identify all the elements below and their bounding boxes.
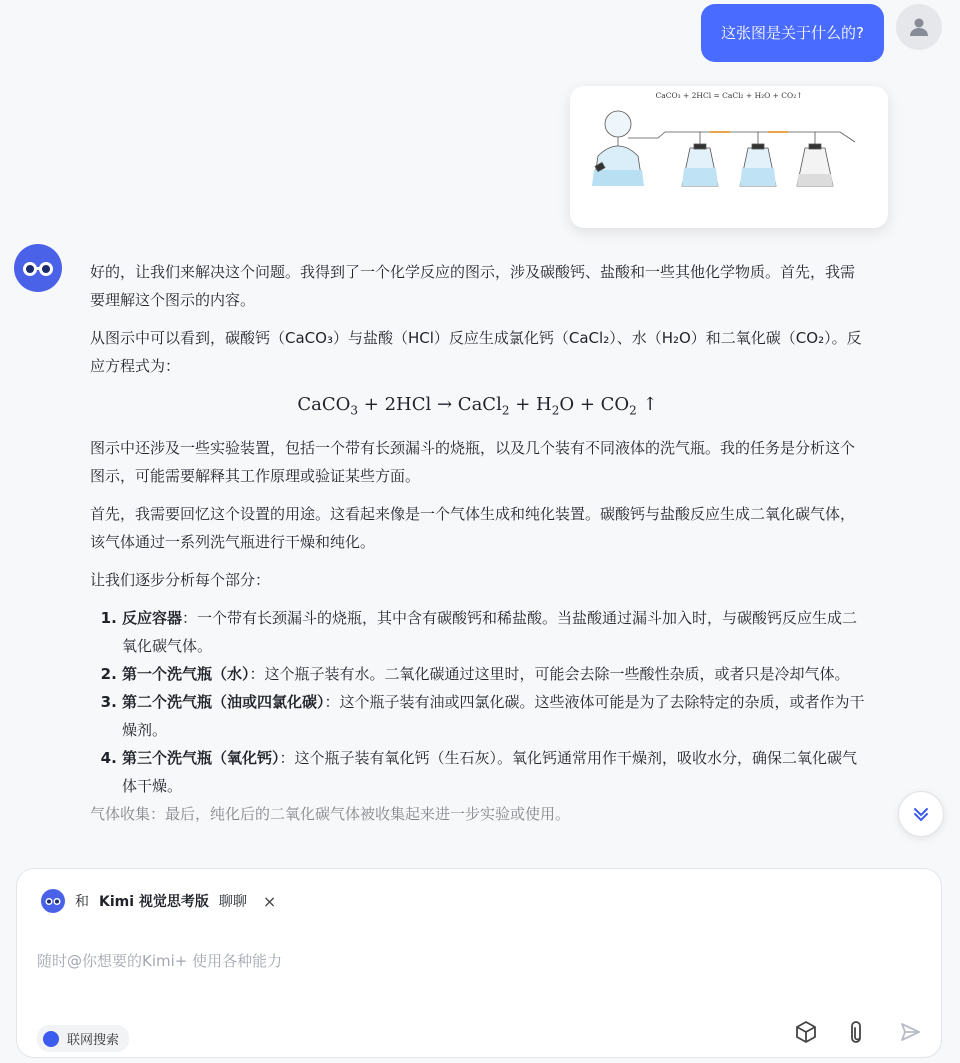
user-avatar[interactable] <box>896 4 942 50</box>
kimi-avatar <box>14 244 62 292</box>
answer-paragraph: 首先，我需要回忆这个设置的用途。这看起来像是一个气体生成和纯化装置。碳酸钙与盐酸反应生成二氧化碳气体，该气体通过一系列洗气瓶进行干燥和纯化。 <box>90 505 856 551</box>
steps-list <box>90 604 865 800</box>
toggle-switch[interactable] <box>43 1031 59 1047</box>
mode-name: Kimi 视觉思考版 <box>99 894 209 910</box>
kimi-logo-icon <box>41 889 65 913</box>
truncated-line: 气体收集：最后，纯化后的二氧化碳气体被收集起来进一步实验或使用。 <box>90 805 571 823</box>
mode-prefix: 和 <box>75 894 89 910</box>
message-composer <box>16 868 942 1058</box>
cube-icon <box>794 1020 818 1044</box>
scroll-down-button[interactable] <box>898 791 944 837</box>
attach-button[interactable] <box>841 1017 871 1047</box>
reaction-equation: CaCO$_3$ + 2HCl → CaCl$_2$ + $H_2O + CO_2$ ↑ <box>297 394 658 418</box>
list-item: 3. 第二个洗气瓶（油或四氯化碳）：这个瓶子装有油或四氯化碳。这些液体可能是为了去除特定的杂质，或者作为干燥剂。 <box>122 688 865 744</box>
cube-button[interactable] <box>791 1017 821 1047</box>
user-icon <box>908 16 930 38</box>
answer-paragraph: 好的，让我们来解决这个问题。我得到了一个化学反应的图示，涉及碳酸钙、盐酸和一些其他化学物质。首先，我需要理解这个图示的内容。 <box>90 263 856 309</box>
user-message-bubble: 这张图是关于什么的? <box>701 4 884 62</box>
web-search-label: 联网搜索 <box>67 1033 120 1048</box>
list-item: 1. 反应容器：一个带有长颈漏斗的烧瓶，其中含有碳酸钙和稀盐酸。当盐酸通过漏斗加入时，与碳酸钙反应生成二氧化碳气体。 <box>122 604 865 660</box>
image-equation-caption: CaCO₃ + 2HCl = CaCl₂ + H₂O + CO₂↑ <box>655 91 803 100</box>
answer-paragraph: 图示中还涉及一些实验装置，包括一个带有长颈漏斗的烧瓶，以及几个装有不同液体的洗气瓶。我的任务是分析这个图示，可能需要解释其工作原理或验证某些方面。 <box>90 439 856 485</box>
answer-paragraph: 让我们逐步分析每个部分： <box>90 571 271 589</box>
mode-suffix: 聊聊 <box>218 894 247 910</box>
send-button[interactable] <box>895 1017 925 1047</box>
web-search-toggle[interactable] <box>37 1025 129 1052</box>
attached-image[interactable] <box>570 86 888 228</box>
model-mode-bar <box>41 889 276 913</box>
paperclip-icon <box>844 1020 868 1044</box>
scroll-down-icon <box>911 804 931 824</box>
list-item: 2. 第一个洗气瓶（水）：这个瓶子装有水。二氧化碳通过这里时，可能会去除一些酸性杂质，或者只是冷却气体。 <box>122 660 865 688</box>
apparatus-diagram <box>570 86 888 228</box>
send-icon <box>898 1020 922 1044</box>
kimi-logo-icon <box>20 256 56 280</box>
close-icon[interactable]: × <box>262 891 277 911</box>
list-item: 4. 第三个洗气瓶（氧化钙）：这个瓶子装有氧化钙（生石灰）。氧化钙通常用作干燥剂，吸收水分，确保二氧化碳气体干燥。 <box>122 744 865 800</box>
assistant-answer <box>90 258 865 823</box>
user-message-row <box>701 4 942 62</box>
message-input[interactable] <box>37 931 917 991</box>
answer-paragraph: 从图示中可以看到，碳酸钙（CaCO₃）与盐酸（HCl）反应生成氯化钙（CaCl₂）、水（H₂O）和二氧化碳（CO₂）。反应方程式为： <box>90 329 862 375</box>
